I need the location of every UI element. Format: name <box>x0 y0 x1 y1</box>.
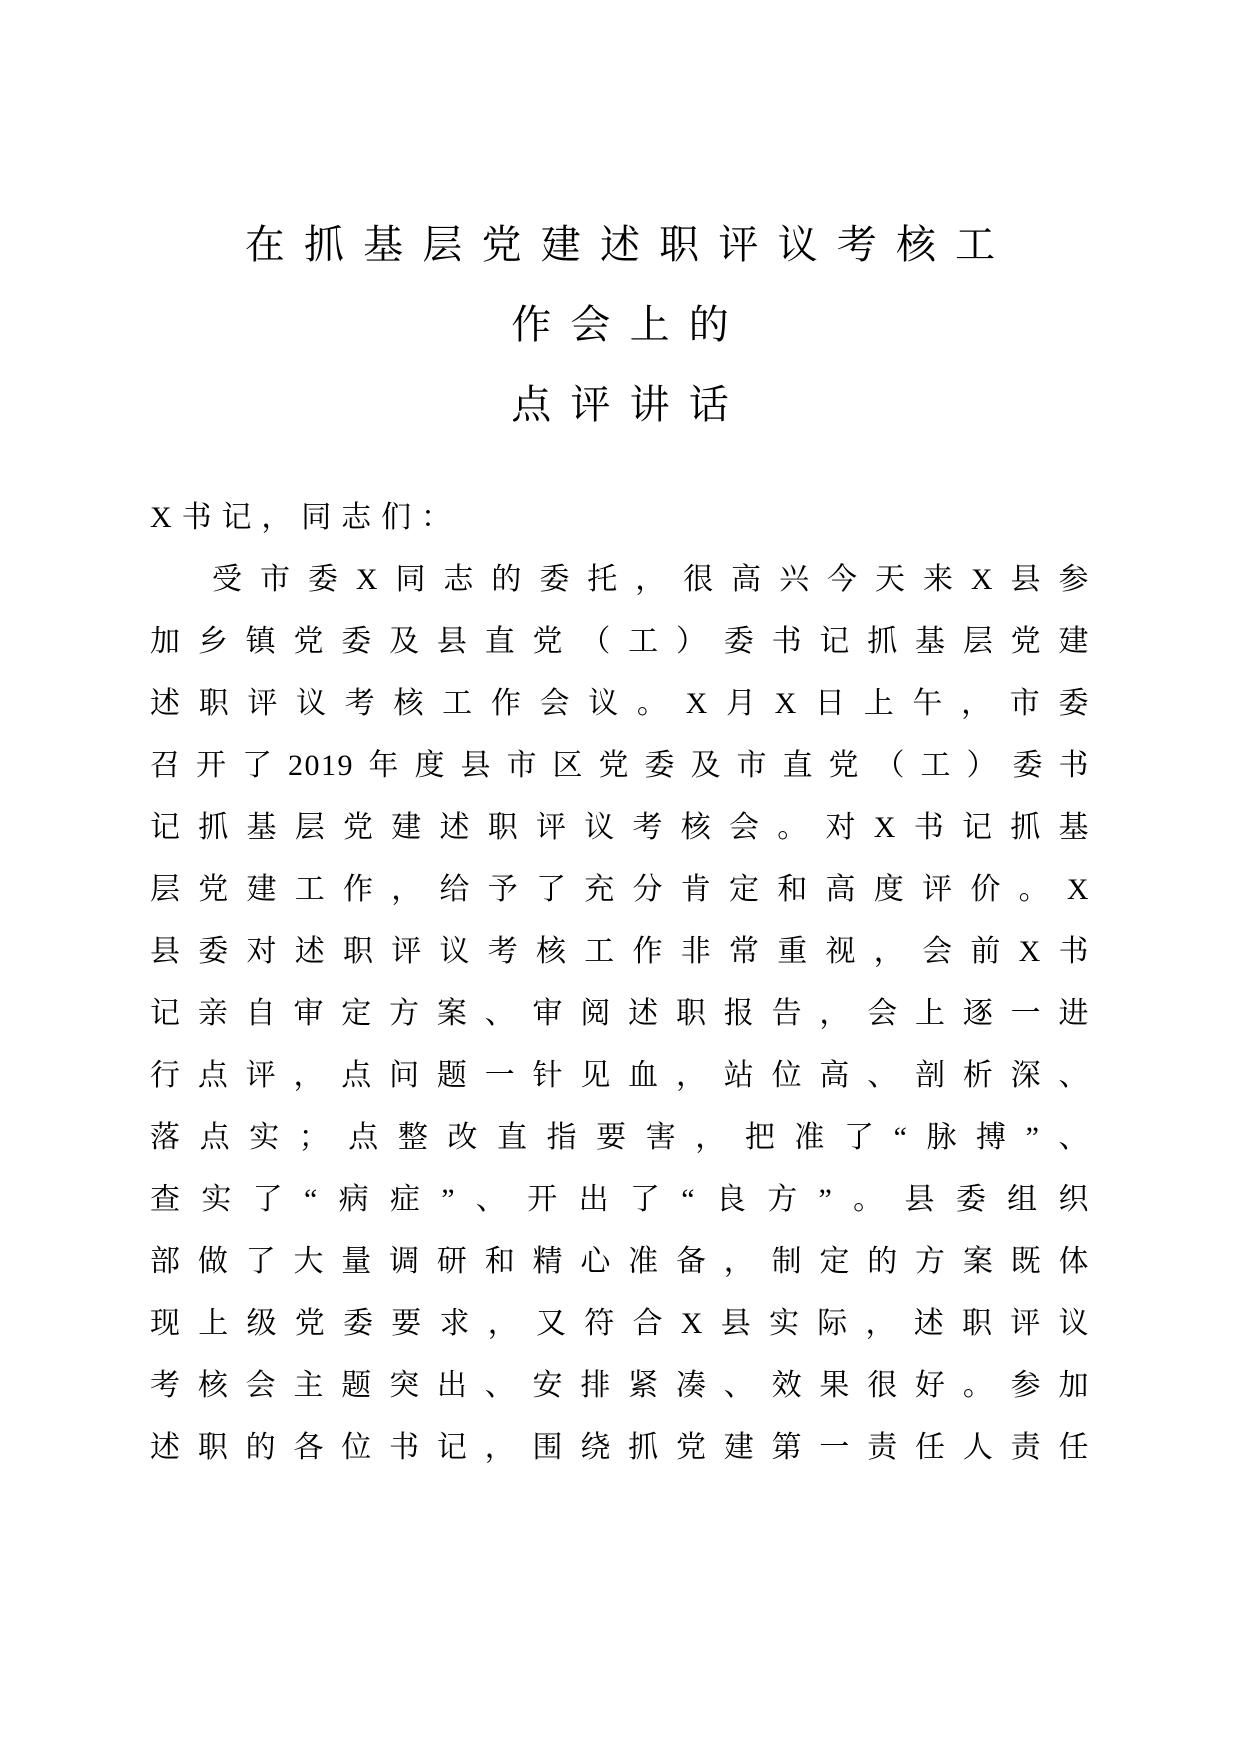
paragraph-line: 层党建工作，给予了充分肯定和高度评价。X <box>150 873 1090 906</box>
paragraph-line: 县委对述职评议考核工作非常重视，会前X书 <box>150 935 1090 968</box>
paragraph-line: 部做了大量调研和精心准备，制定的方案既体 <box>150 1245 1090 1278</box>
paragraph-line: 加乡镇党委及县直党（工）委书记抓基层党建 <box>150 625 1090 658</box>
title-line-2: 作会上的 <box>511 302 748 347</box>
salutation: X书记，同志们： <box>150 501 461 534</box>
title-line-1: 在抓基层党建述职评议考核工 <box>244 222 1015 267</box>
paragraph-line: 受市委X同志的委托，很高兴今天来X县参 <box>212 563 1090 596</box>
paragraph-line: 述职评议考核工作会议。X月X日上午，市委 <box>150 687 1090 720</box>
paragraph-line: 记抓基层党建述职评议考核会。对X书记抓基 <box>150 811 1090 844</box>
paragraph-line: 行点评，点问题一针见血，站位高、剖析深、 <box>150 1059 1090 1092</box>
paragraph-line: 现上级党委要求，又符合X县实际，述职评议 <box>150 1307 1090 1340</box>
paragraph-line: 记亲自审定方案、审阅述职报告，会上逐一进 <box>150 997 1090 1030</box>
paragraph-line: 查实了“病症”、开出了“良方”。县委组织 <box>150 1183 1090 1216</box>
document-title <box>150 205 1090 445</box>
title-line-3: 点评讲话 <box>511 382 748 427</box>
paragraph-line: 召开了2019年度县市区党委及市直党（工）委书 <box>150 749 1090 782</box>
paragraph-line: 落点实；点整改直指要害，把准了“脉搏”、 <box>150 1121 1090 1154</box>
paragraph-line: 考核会主题突出、安排紧凑、效果很好。参加 <box>150 1369 1090 1402</box>
paragraph-line: 述职的各位书记，围绕抓党建第一责任人责任 <box>150 1431 1090 1464</box>
document-body <box>150 487 1090 1479</box>
paragraph <box>150 549 1090 1479</box>
